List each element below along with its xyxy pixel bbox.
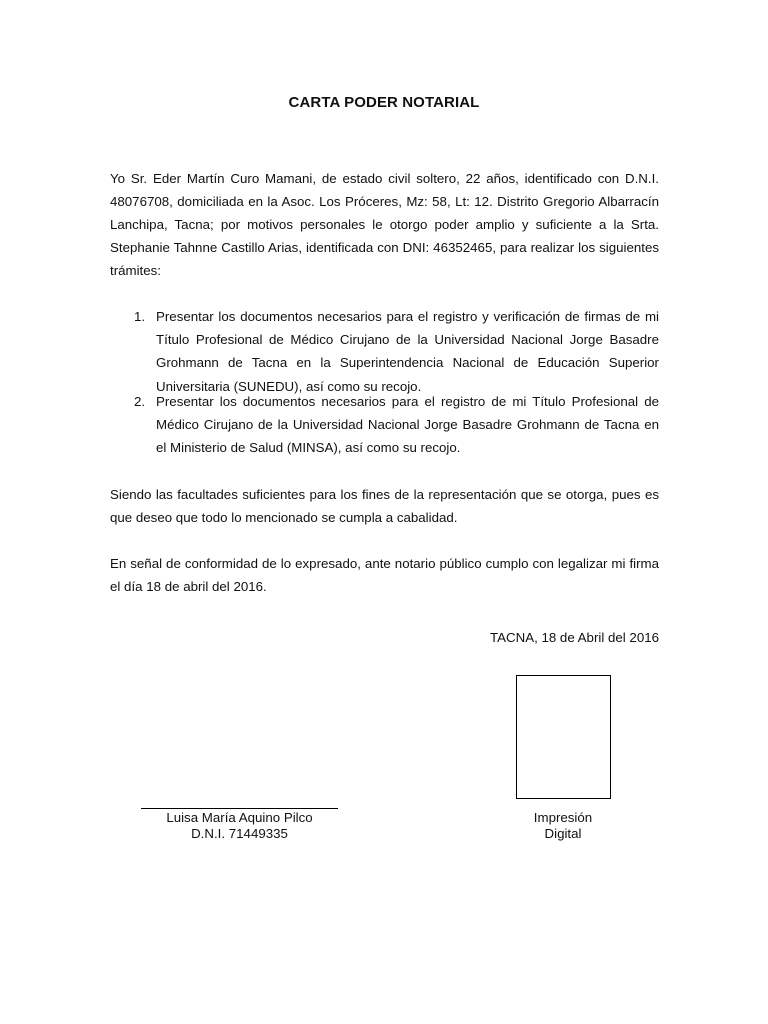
place-date: TACNA, 18 de Abril del 2016 (489, 630, 659, 645)
fingerprint-label-line2: Digital (544, 826, 582, 841)
intro-paragraph: Yo Sr. Eder Martín Curo Mamani, de estado civil soltero, 22 años, identificado con D.N.I. 48076708, domiciliada en la Asoc. Los Próceres, Mz: 58, Lt: 12. Distrito Gregorio Albarracín Lanchipa, Tacna; por motivos personales le otorgo poder amplio y suficiente a la Srta. Stephanie Tahnne Castillo Arias, identificada con DNI: 46352465, para realizar los siguientes trámites: (110, 171, 659, 278)
list-item (110, 305, 659, 398)
facultades-paragraph: Siendo las facultades suficientes para los fines de la representación que se otorga, pues es que deseo que todo lo mencionado se cumpla a cabalidad. (110, 487, 659, 525)
signatory-name: Luisa María Aquino Pilco (166, 810, 313, 825)
signatory-dni: D.N.I. 71449335 (191, 826, 288, 841)
list-item-text: Presentar los documentos necesarios para el registro de mi Título Profesional de Médico Cirujano de la Universidad Nacional Jorge Basadre Grohmann de Tacna en el Ministerio de Salud (MINSA), así como su recojo. (156, 394, 659, 456)
list-item-number: 2. (134, 394, 146, 409)
list-item-number: 1. (134, 309, 146, 324)
list-item-text: Presentar los documentos necesarios para el registro y verificación de firmas de mi Título Profesional de Médico Cirujano de la Universidad Nacional Jorge Basadre Grohmann de Tacna en la Superintendencia Nacional de Educación Superior Universitaria (SUNEDU), así como su recojo. (156, 309, 659, 394)
document-title: CARTA PODER NOTARIAL (288, 94, 480, 111)
signature-line (141, 808, 338, 809)
fingerprint-box (516, 675, 611, 799)
fingerprint-label-line1: Impresión (533, 810, 593, 825)
conformidad-paragraph: En señal de conformidad de lo expresado, ante notario público cumplo con legalizar mi firma el día 18 de abril del 2016. (110, 556, 659, 594)
list-item (110, 390, 659, 460)
